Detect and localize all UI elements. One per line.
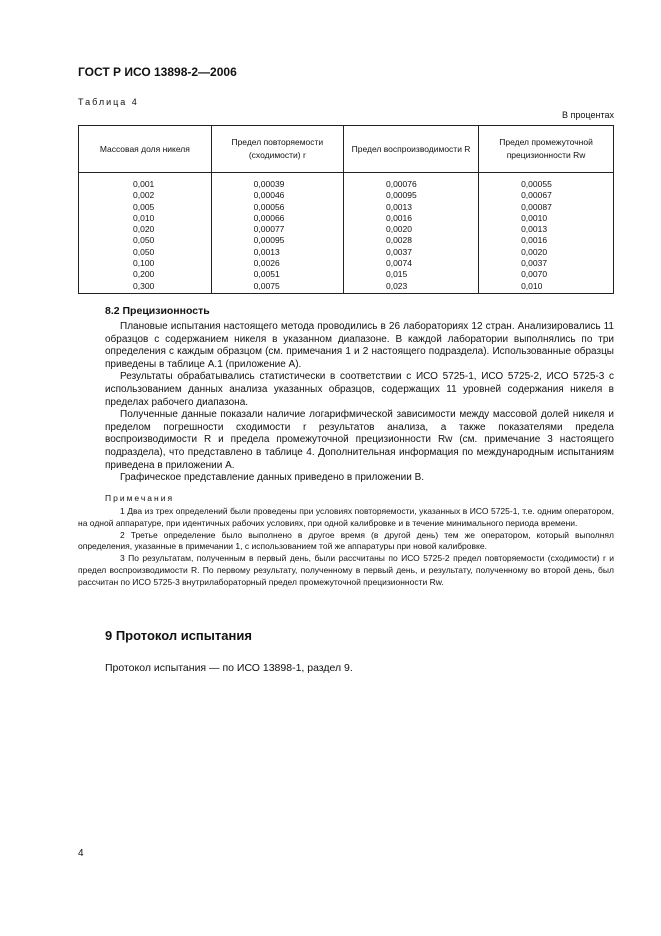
note-item: 3 По результатам, полученным в первый день, были рассчитаны по ИСО 5725-2 предел повторяемости (сходимости) r и предел воспроизводимости R. По первому результату, полученному в первый день, и результату, полученному во второй день, был рассчитан по ИСО 5725-3 внутрилабораторный предел промежуточной прецизионности Rw. bbox=[78, 553, 614, 587]
table-column-nickel bbox=[79, 173, 212, 294]
section-9-text: Протокол испытания — по ИСО 13898-1, раздел 9. bbox=[105, 662, 353, 674]
table-header-nickel: Массовая доля никеля bbox=[79, 126, 212, 173]
table-cell: 0,020 bbox=[133, 224, 155, 235]
table-unit: В процентах bbox=[562, 110, 614, 120]
table-caption: Таблица 4 bbox=[78, 97, 139, 107]
section-9-title: 9 Протокол испытания bbox=[105, 628, 252, 643]
paragraph: Результаты обрабатывались статистически в соответствии с ИСО 5725-1, ИСО 5725-2, ИСО 5725-3 с использованием данных анализа указанных образцов, содержащих 11 уровней содержания никеля в пределах рабочего диапазона. bbox=[105, 371, 614, 408]
document-header: ГОСТ Р ИСО 13898-2—2006 bbox=[78, 65, 237, 79]
table-cell: 0,002 bbox=[133, 190, 155, 201]
table-cell: 0,050 bbox=[133, 235, 155, 246]
table-header-reproducibility: Предел воспроизводимости R bbox=[343, 126, 478, 173]
table-cell: 0,023 bbox=[385, 280, 408, 291]
table-cell: 0,0020 bbox=[521, 246, 548, 257]
table-cell: 0,00056 bbox=[253, 201, 285, 212]
table-cell: 0,0070 bbox=[521, 269, 548, 280]
table-cell: 0,0037 bbox=[385, 246, 412, 257]
table-cell: 0,00087 bbox=[521, 201, 552, 212]
table-column-repeatability bbox=[211, 173, 343, 294]
table-column-reproducibility bbox=[343, 173, 478, 294]
paragraph: Графическое представление данных приведено в приложении В. bbox=[120, 472, 425, 484]
section-8-2-body bbox=[105, 321, 614, 485]
table-column-intermediate bbox=[479, 173, 614, 294]
table-cell: 0,00067 bbox=[521, 190, 552, 201]
table-cell: 0,005 bbox=[133, 201, 155, 212]
table-cell: 0,0020 bbox=[385, 224, 412, 235]
paragraph: Полученные данные показали наличие логарифмической зависимости между массовой долей никеля и пределом погрешности сходимости r результатов анализа, а также показателями предела воспроизводимости R и предела промежуточной прецизионности Rw (см. примечание 3 настоящего подраздела), что представлено в таблице 4. Дополнительная информация по международным испытаниям приведена в приложении А. bbox=[105, 409, 614, 471]
table-cell: 0,0016 bbox=[385, 212, 412, 223]
table-cell: 0,00039 bbox=[253, 179, 285, 189]
table-cell: 0,0013 bbox=[253, 246, 280, 257]
table-cell: 0,0074 bbox=[385, 258, 412, 269]
note-item: 2 Третье определение было выполнено в другое время (в другой день) тем же оператором, который выполнял определения, указанные в примечании 1, с использованием той же аппаратуры при новой калибровке. bbox=[78, 529, 614, 552]
table-cell: 0,001 bbox=[133, 179, 155, 189]
table-cell: 0,010 bbox=[133, 212, 155, 223]
table-cell: 0,00066 bbox=[253, 212, 285, 223]
table-cell: 0,0010 bbox=[521, 212, 548, 223]
notes-list bbox=[78, 506, 614, 589]
table-cell: 0,0037 bbox=[521, 258, 548, 269]
table-cell: 0,00077 bbox=[253, 224, 285, 235]
section-8-2-title: 8.2 Прецизионность bbox=[105, 305, 210, 317]
table-cell: 0,00095 bbox=[385, 190, 417, 201]
table-cell: 0,300 bbox=[133, 280, 155, 291]
table-cell: 0,0013 bbox=[385, 201, 412, 212]
table-cell: 0,050 bbox=[133, 246, 155, 257]
paragraph: Плановые испытания настоящего метода проводились в 26 лабораториях 12 стран. Анализировались 11 образцов с содержанием никеля в указанном диапазоне. В каждой лаборатории выполнялись по три определения с каждым образцом (см. примечания 1 и 2 настоящего подраздела). Использованные образцы приведены в таблице А.1 (приложение А). bbox=[105, 321, 614, 370]
table-header-intermediate: Предел промежуточной прецизионности Rw bbox=[479, 126, 614, 173]
page-number: 4 bbox=[78, 848, 84, 859]
table-cell: 0,0013 bbox=[521, 224, 548, 235]
table-cell: 0,015 bbox=[385, 269, 408, 280]
table-cell: 0,100 bbox=[133, 258, 155, 269]
table-cell: 0,010 bbox=[521, 280, 543, 291]
table-header-repeatability: Предел повторяемости (сходимости) r bbox=[211, 126, 343, 173]
table-cell: 0,0026 bbox=[253, 258, 280, 269]
table-cell: 0,0016 bbox=[521, 235, 548, 246]
table-cell: 0,00095 bbox=[253, 235, 285, 246]
table-cell: 0,200 bbox=[133, 269, 155, 280]
table-cell: 0,0051 bbox=[253, 269, 280, 280]
table-cell: 0,0028 bbox=[385, 235, 412, 246]
table-cell: 0,0075 bbox=[253, 280, 280, 291]
note-item: 1 Два из трех определений были проведены при условиях повторяемости, указанных в ИСО 5725-1, т.е. одним оператором, на одной аппаратуре, при идентичных рабочих условиях, при одной калибровке и в течение минимального периода времени. bbox=[78, 506, 614, 528]
precision-table bbox=[78, 125, 614, 294]
table-cell: 0,00076 bbox=[385, 179, 417, 189]
table-cell: 0,00046 bbox=[253, 190, 285, 201]
notes-title: Примечания bbox=[105, 493, 175, 503]
table-cell: 0,00055 bbox=[521, 179, 552, 189]
